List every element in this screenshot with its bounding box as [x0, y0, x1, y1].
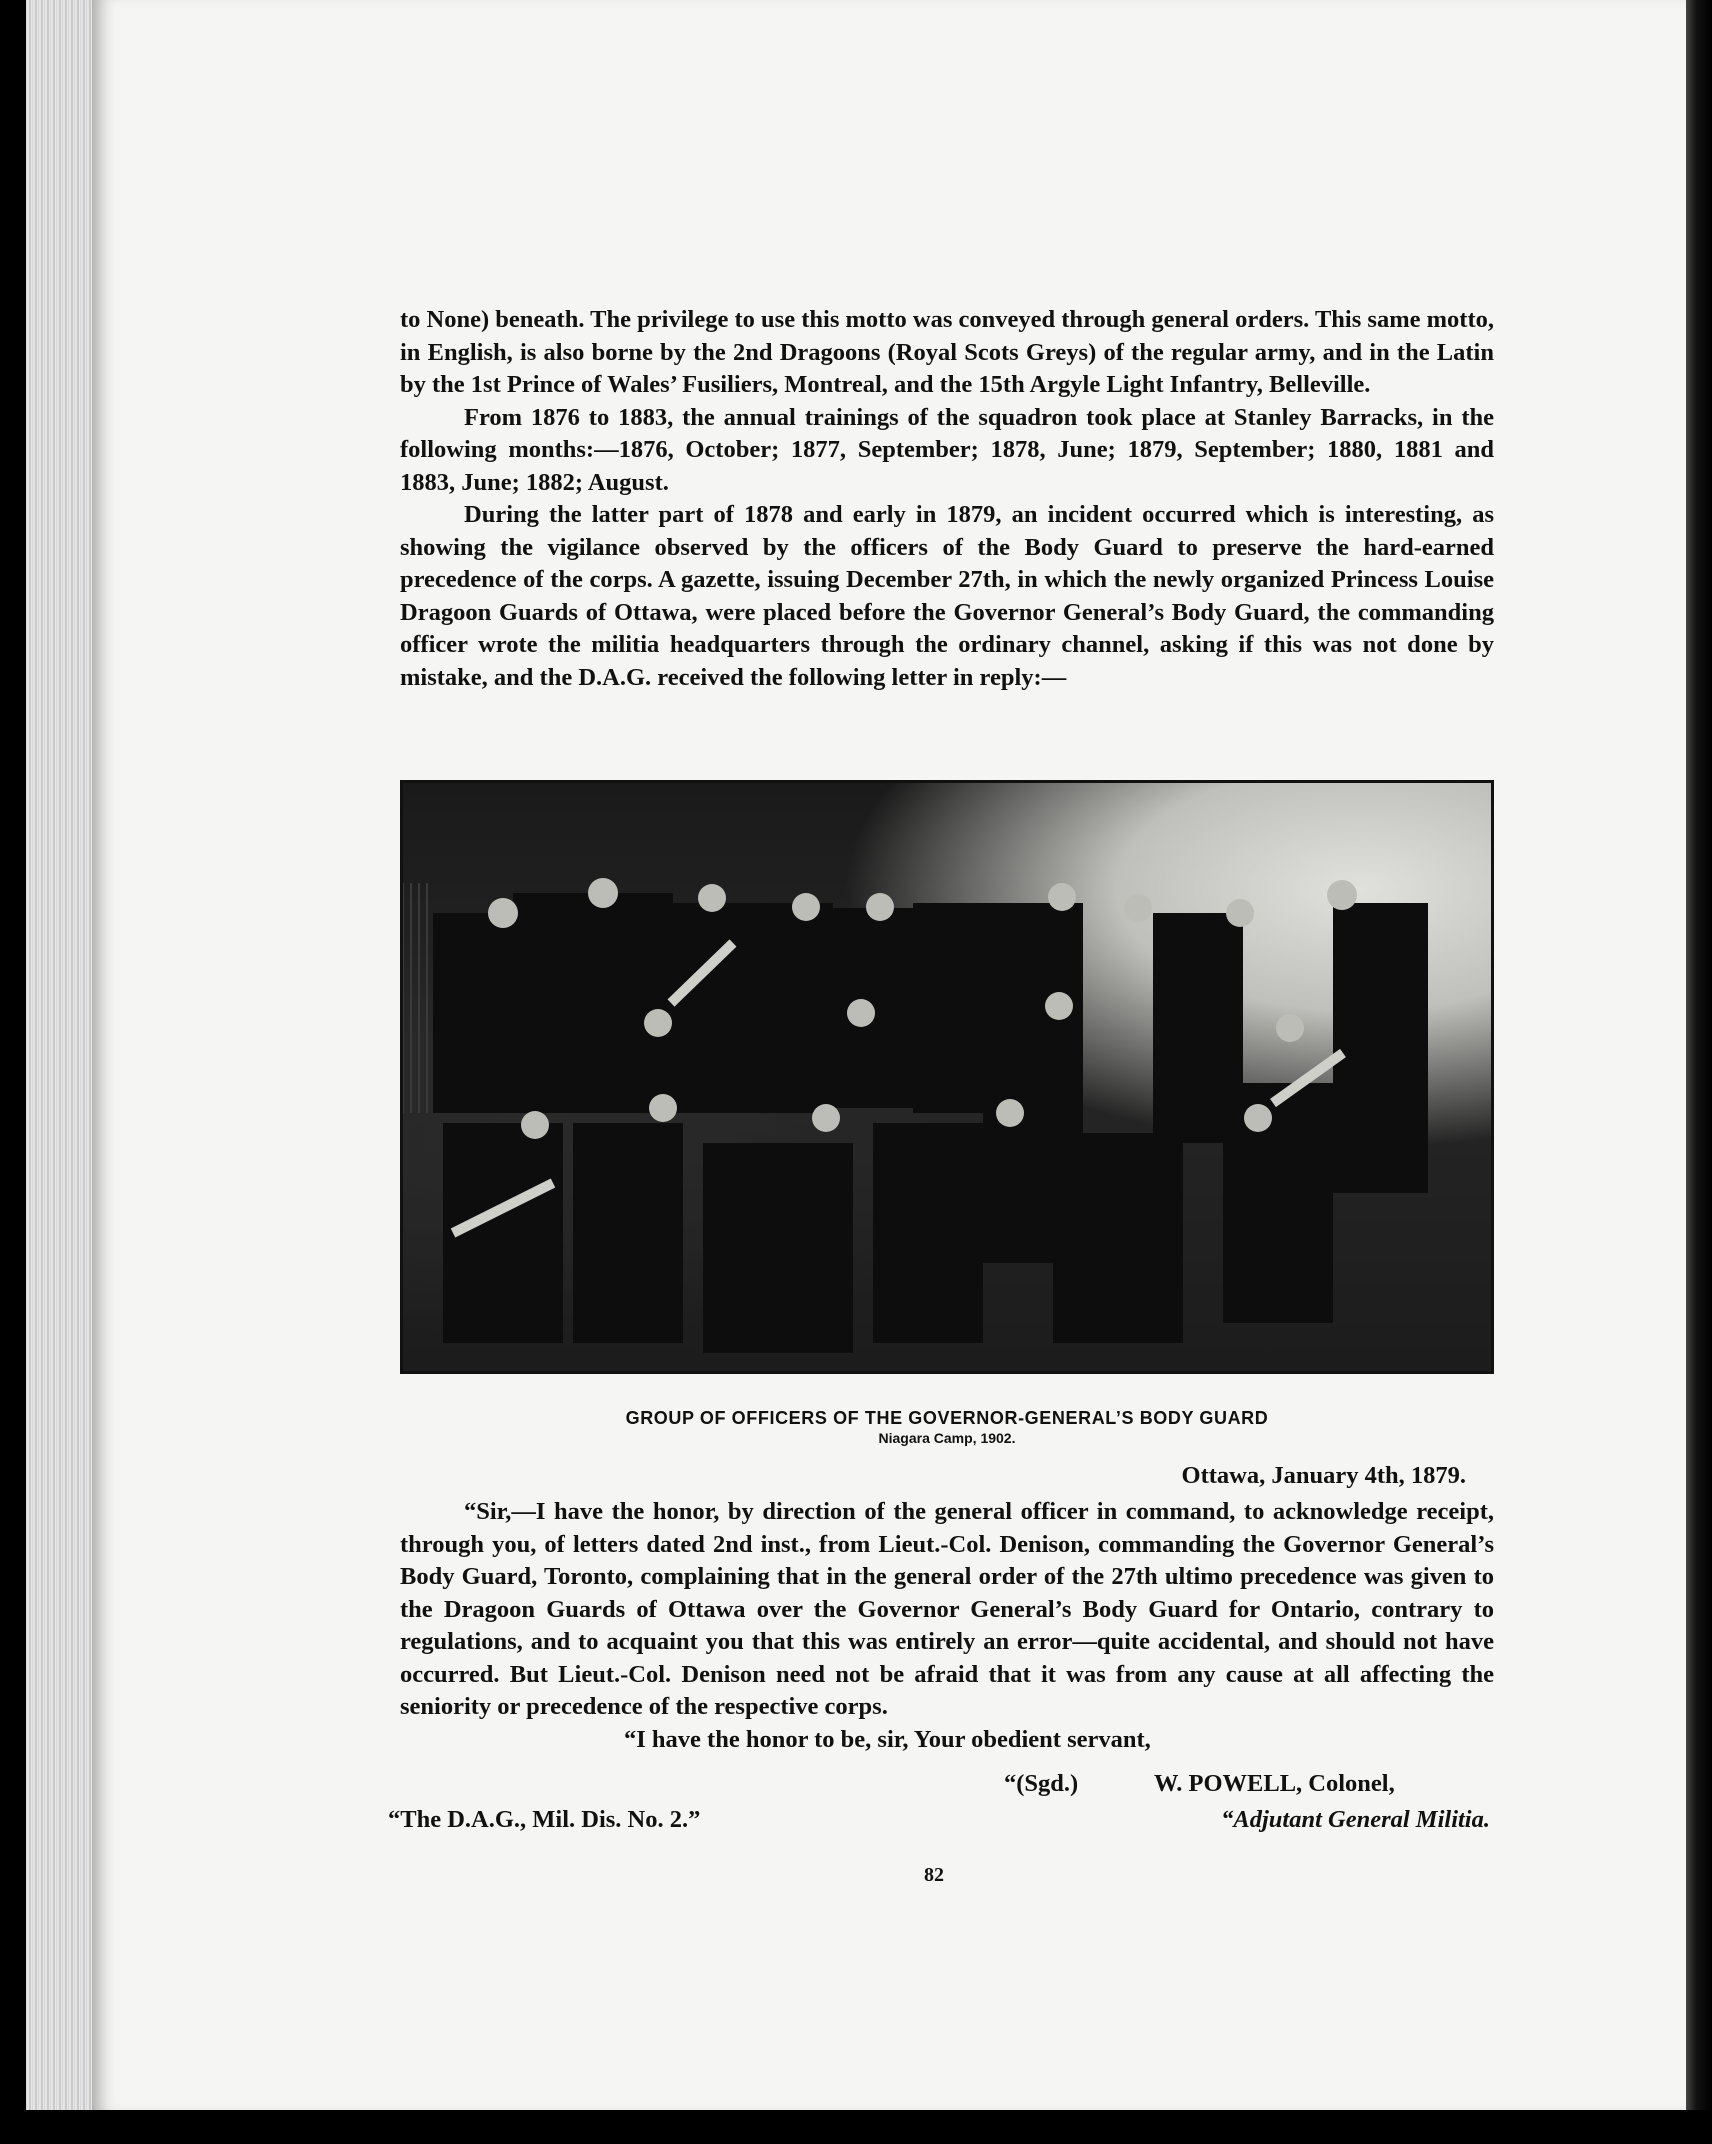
paragraph-motto: to None) beneath. The privilege to use this motto was conveyed through general orders. This same motto, in English, is also borne by the 2nd Dragoons (Royal Scots Greys) of the regular army, and in the Latin by the 1st Prince of Wales’ Fusiliers, Montreal, and the 15th Argyle Light Infantry, Belleville. — [400, 306, 1494, 398]
letter-paragraph: “Sir,—I have the honor, by direction of the general officer in command, to acknowledge receipt, through you, of letters dated 2nd inst., from Lieut.-Col. Denison, commanding the Governor General’s Body Guard, Toronto, complaining that in the general order of the 27th ultimo precedence was given to the Dragoon Guards of Ottawa over the Governor General’s Body Guard for Ontario, contrary to regulations, and to acquaint you that this was entirely an error—quite accidental, and should not have occurred. But Lieut.-Col. Denison need not be afraid that it was from any cause at all affecting the seniority or precedence of the respective corps. — [400, 1498, 1494, 1720]
scan-bottom-border — [26, 2110, 1712, 2144]
group-photograph — [400, 780, 1494, 1374]
scan-right-border — [1686, 0, 1712, 2144]
page-number: 82 — [924, 1864, 944, 1886]
photo-figures — [403, 783, 1491, 1371]
photo-caption-subtitle: Niagara Camp, 1902. — [878, 1430, 1016, 1446]
letter-addressee: “The D.A.G., Mil. Dis. No. 2.” — [388, 1806, 701, 1833]
letter-dateline: Ottawa, January 4th, 1879. — [1181, 1462, 1466, 1489]
body-text — [400, 304, 1494, 694]
letter-body — [400, 1496, 1494, 1724]
photo-caption-title: GROUP OF OFFICERS OF THE GOVERNOR-GENERAL’S BODY GUARD — [625, 1408, 1269, 1428]
paragraph-trainings: From 1876 to 1883, the annual trainings of the squadron took place at Stanley Barracks, in the following months:—1876, October; 1877, September; 1878, June; 1879, September; 1880, 1881 and 1883, June; 1882; August. — [400, 403, 1494, 496]
signed-marker: “(Sgd.) — [1004, 1770, 1079, 1797]
letter-closing: “I have the honor to be, sir, Your obedient servant, — [624, 1726, 1151, 1753]
book-page-edges — [26, 0, 96, 2110]
signatory-name: W. POWELL, Colonel, — [1154, 1770, 1395, 1797]
signatory-title: “Adjutant General Militia. — [1221, 1806, 1490, 1833]
paragraph-incident: During the latter part of 1878 and early in 1879, an incident occurred which is interesting, as showing the vigilance observed by the officers of the Body Guard to preserve the hard-earned precedence of the corps. A gazette, issuing December 27th, in which the newly organized Princess Louise Dragoon Guards of Ottawa, were placed before the Governor General’s Body Guard, the commanding officer wrote the militia headquarters through the ordinary channel, asking if this was not done by mistake, and the D.A.G. received the following letter in reply:— — [400, 501, 1494, 691]
